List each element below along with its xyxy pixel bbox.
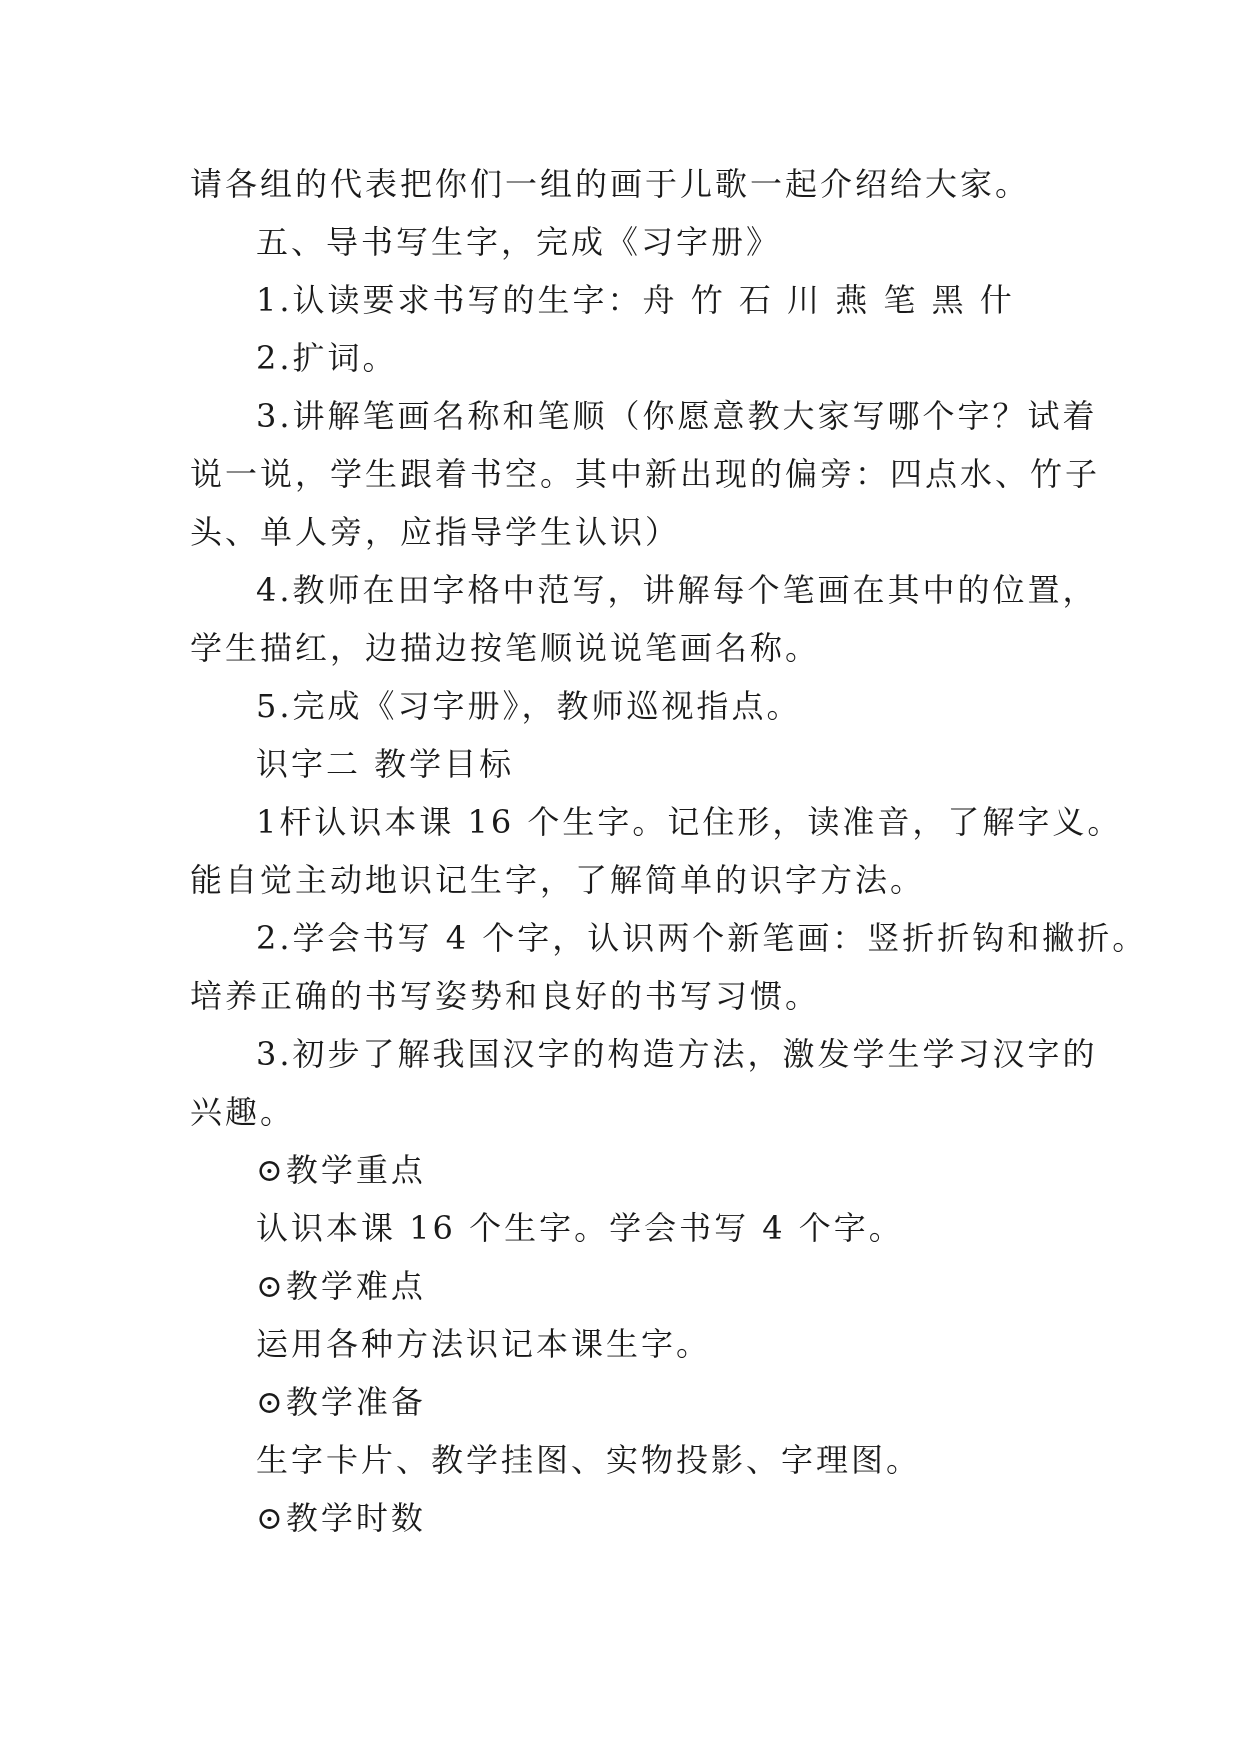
section-heading: 五、导书写生字，完成《习字册》 xyxy=(256,223,782,261)
subsection-heading: ⊙教学难点 xyxy=(256,1267,426,1305)
text-line: 4.教师在田字格中范写，讲解每个笔画在其中的位置， xyxy=(256,571,1098,609)
text-line: 学生描红，边描边按笔顺说说笔画名称。 xyxy=(190,629,821,667)
text-line: 3.讲解笔画名称和笔顺（你愿意教大家写哪个字？试着 xyxy=(256,397,1098,435)
text-line: 兴趣。 xyxy=(190,1093,296,1131)
subsection-heading: ⊙教学准备 xyxy=(256,1383,426,1421)
text-line: 3.初步了解我国汉字的构造方法，激发学生学习汉字的 xyxy=(256,1035,1098,1073)
text-line: 运用各种方法识记本课生字。 xyxy=(256,1325,712,1363)
text-line: 2.扩词。 xyxy=(256,339,398,377)
text-line: 1.认读要求书写的生字：舟 竹 石 川 燕 笔 黑 什 xyxy=(256,281,1015,319)
text-line: 1杆认识本课 16 个生字。记住形，读准音，了解字义。 xyxy=(256,803,1123,841)
text-line: 认识本课 16 个生字。学会书写 4 个字。 xyxy=(256,1209,904,1247)
text-line: 生字卡片、教学挂图、实物投影、字理图。 xyxy=(256,1441,922,1479)
text-line: 头、单人旁，应指导学生认识） xyxy=(190,513,681,551)
text-line: 培养正确的书写姿势和良好的书写习惯。 xyxy=(190,977,821,1015)
subsection-heading: ⊙教学时数 xyxy=(256,1499,426,1537)
text-line: 说一说，学生跟着书空。其中新出现的偏旁：四点水、竹子 xyxy=(190,455,1101,493)
text-line: 2.学会书写 4 个字，认识两个新笔画：竖折折钩和撇折。 xyxy=(256,919,1148,957)
text-line: 能自觉主动地识记生字，了解简单的识字方法。 xyxy=(190,861,926,899)
subsection-heading: ⊙教学重点 xyxy=(256,1151,426,1189)
text-line: 请各组的代表把你们一组的画于儿歌一起介绍给大家。 xyxy=(190,165,1031,203)
section-heading: 识字二 教学目标 xyxy=(256,745,515,783)
text-line: 5.完成《习字册》，教师巡视指点。 xyxy=(256,687,802,725)
